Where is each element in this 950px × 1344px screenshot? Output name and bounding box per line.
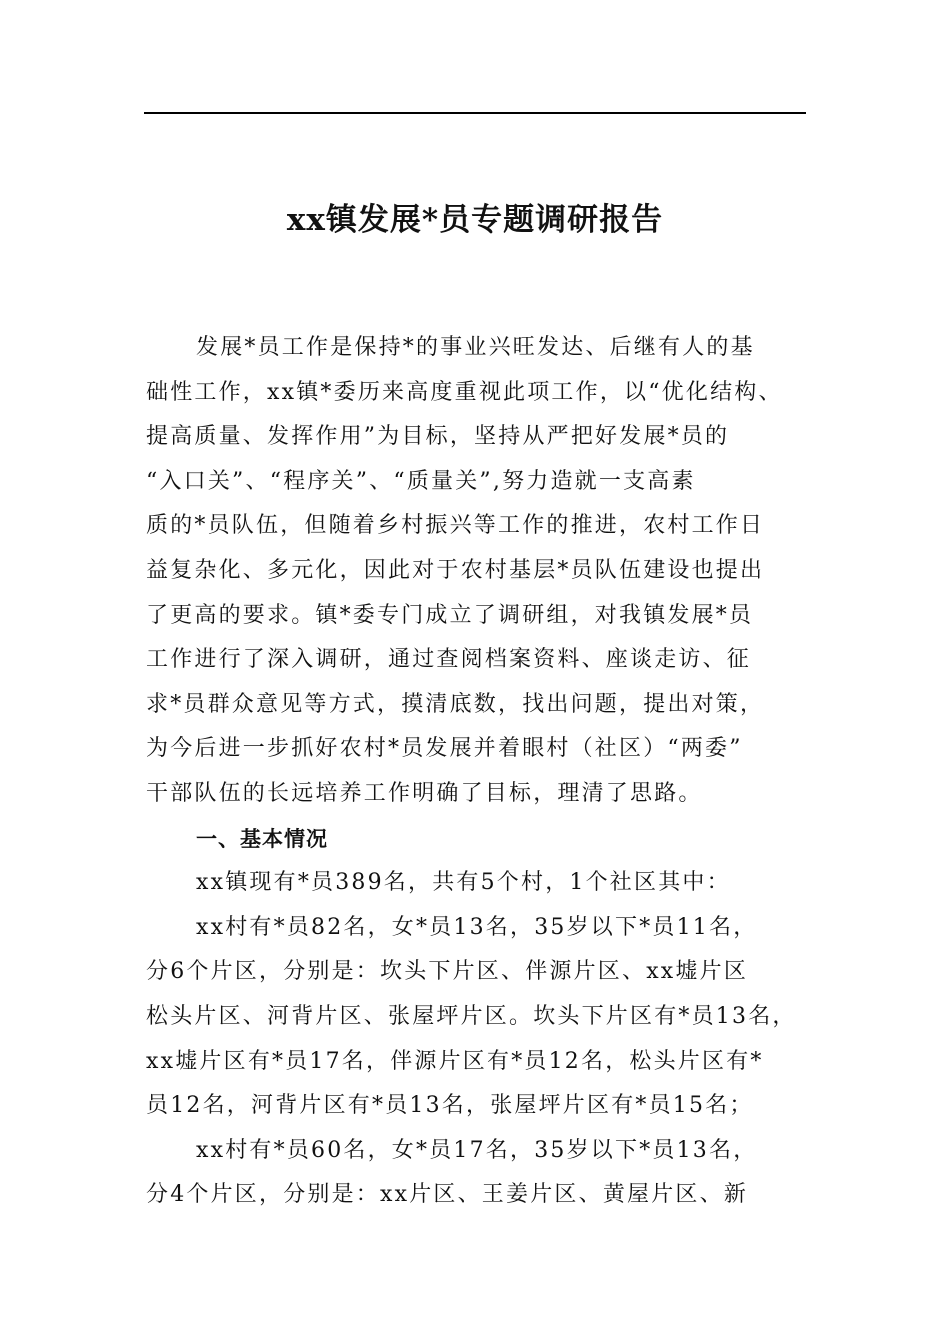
document-title: xx镇发展*员专题调研报告 (286, 202, 664, 238)
paragraph-line: 了更高的要求。镇*委专门成立了调研组，对我镇发展*员 (146, 602, 754, 628)
paragraph-line: “入口关”、“程序关”、“质量关”,努力造就一支高素 (146, 468, 696, 494)
paragraph-line: 求*员群众意见等方式，摸清底数，找出问题，提出对策， (146, 691, 765, 717)
paragraph-line: 益复杂化、多元化，因此对于农村基层*员队伍建设也提出 (146, 557, 765, 583)
paragraph-line: 分6个片区，分别是：坎头下片区、伴源片区、xx墟片区 (146, 959, 749, 985)
paragraph-line: 为今后进一步抓好农村*员发展并着眼村（社区）“两委” (146, 736, 743, 762)
paragraph-line: 分4个片区，分别是：xx片区、王姜片区、黄屋片区、新 (146, 1182, 749, 1208)
paragraph-line: xx村有*员82名，女*员13名，35岁以下*员11名， (196, 914, 758, 940)
paragraph-line: 质的*员队伍，但随着乡村振兴等工作的推进，农村工作日 (146, 513, 765, 539)
paragraph-line: 工作进行了深入调研，通过查阅档案资料、座谈走访、征 (146, 647, 752, 673)
paragraph-line: 干部队伍的长远培养工作明确了目标，理清了思路。 (146, 780, 703, 806)
paragraph-line: 员12名，河背片区有*员13名，张屋坪片区有*员15名； (146, 1093, 754, 1119)
paragraph-line: 发展*员工作是保持*的事业兴旺发达、后继有人的基 (196, 335, 755, 360)
paragraph-line: 础性工作，xx镇*委历来高度重视此项工作，以“优化结构、 (146, 379, 783, 405)
paragraph-line: xx墟片区有*员17名，伴源片区有*员12名，松头片区有* (146, 1048, 764, 1074)
paragraph-line: xx村有*员60名，女*员17名，35岁以下*员13名， (196, 1137, 758, 1163)
section-heading: 一、基本情况 (196, 826, 328, 851)
paragraph-line: xx镇现有*员389名，共有5个村，1个社区其中： (196, 870, 731, 896)
header-rule (144, 112, 806, 114)
paragraph-line: 松头片区、河背片区、张屋坪片区。坎头下片区有*员13名， (146, 1003, 797, 1029)
document-body (146, 326, 808, 1218)
paragraph-line: 提高质量、发挥作用”为目标，坚持从严把好发展*员的 (146, 424, 730, 450)
